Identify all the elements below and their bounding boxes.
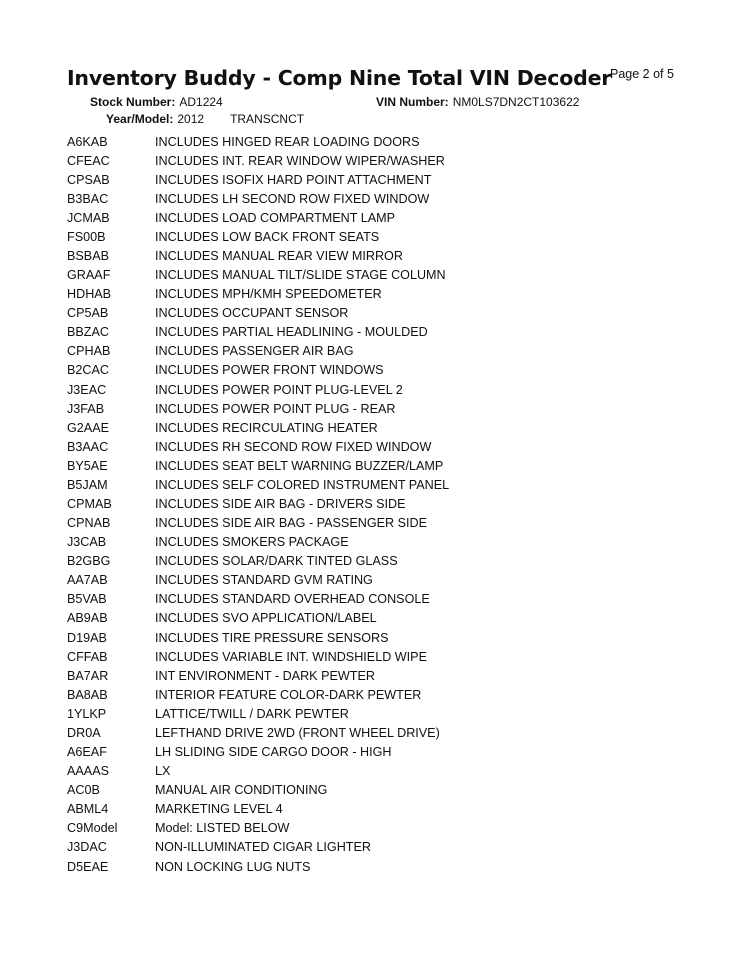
- option-code: CP5AB: [67, 306, 109, 321]
- option-description: LEFTHAND DRIVE 2WD (FRONT WHEEL DRIVE): [155, 725, 440, 740]
- option-description: INCLUDES RECIRCULATING HEATER: [155, 420, 378, 435]
- vin-number-value: NM0LS7DN2CT103622: [452, 95, 580, 109]
- option-description: INCLUDES SEAT BELT WARNING BUZZER/LAMP: [155, 458, 444, 473]
- option-code: HDHAB: [67, 287, 112, 302]
- model-value: TRANSCNCT: [230, 112, 305, 126]
- option-code: BSBAB: [67, 249, 109, 263]
- option-description: INCLUDES PARTIAL HEADLINING - MOULDED: [155, 325, 428, 340]
- option-description: NON-ILLUMINATED CIGAR LIGHTER: [155, 840, 371, 855]
- year-value: 2012: [177, 112, 205, 126]
- option-description: INCLUDES RH SECOND ROW FIXED WINDOW: [155, 439, 432, 454]
- option-description: INCLUDES SMOKERS PACKAGE: [155, 535, 349, 550]
- option-description: INCLUDES LOAD COMPARTMENT LAMP: [155, 210, 396, 225]
- list-item: [67, 208, 707, 227]
- option-code: C9Model: [67, 821, 118, 836]
- list-item: [67, 514, 707, 533]
- option-description: INCLUDES HINGED REAR LOADING DOORS: [155, 134, 420, 149]
- option-code: B2GBG: [67, 554, 111, 569]
- option-description: INCLUDES LOW BACK FRONT SEATS: [155, 229, 380, 244]
- option-code-list: [67, 132, 707, 876]
- option-code: 1YLKP: [67, 706, 107, 721]
- option-description: INCLUDES SOLAR/DARK TINTED GLASS: [155, 554, 398, 569]
- page-title: Inventory Buddy - Comp Nine Total VIN Decoder: [67, 66, 612, 90]
- option-code: B3AAC: [67, 439, 109, 454]
- option-code: G2AAE: [67, 420, 109, 435]
- list-item: [67, 418, 707, 437]
- list-item: [67, 189, 707, 208]
- list-item: [67, 380, 707, 399]
- stock-number: [90, 95, 223, 109]
- option-code: DR0A: [67, 725, 101, 740]
- list-item: [67, 494, 707, 513]
- option-description: INTERIOR FEATURE COLOR-DARK PEWTER: [155, 687, 422, 702]
- list-item: [67, 762, 707, 781]
- option-description: INCLUDES ISOFIX HARD POINT ATTACHMENT: [155, 172, 432, 187]
- option-code: CFFAB: [67, 649, 108, 664]
- option-code: FS00B: [67, 229, 106, 244]
- option-code: B2CAC: [67, 363, 109, 378]
- list-item: [67, 552, 707, 571]
- list-item: [67, 132, 707, 151]
- list-item: [67, 571, 707, 590]
- list-item: [67, 323, 707, 342]
- option-code: ABML4: [67, 802, 109, 817]
- option-code: B5VAB: [67, 592, 107, 607]
- option-description: INCLUDES INT. REAR WINDOW WIPER/WASHER: [155, 153, 445, 168]
- option-code: BBZAC: [67, 325, 109, 340]
- option-code: AC0B: [67, 783, 100, 798]
- list-item: [67, 704, 707, 723]
- option-description: MARKETING LEVEL 4: [155, 802, 283, 817]
- option-description: MANUAL AIR CONDITIONING: [155, 783, 328, 798]
- list-item: [67, 342, 707, 361]
- option-description: INT ENVIRONMENT - DARK PEWTER: [155, 668, 375, 683]
- vin-number: [376, 95, 579, 109]
- list-item: [67, 819, 707, 838]
- option-description: INCLUDES SIDE AIR BAG - DRIVERS SIDE: [155, 497, 406, 512]
- option-description: INCLUDES MPH/KMH SPEEDOMETER: [155, 287, 382, 302]
- option-code: B3BAC: [67, 191, 109, 206]
- option-description: INCLUDES MANUAL TILT/SLIDE STAGE COLUMN: [155, 268, 446, 283]
- list-item: [67, 399, 707, 418]
- option-code: A6EAF: [67, 745, 107, 760]
- list-item: [67, 723, 707, 742]
- option-description: INCLUDES SVO APPLICATION/LABEL: [155, 611, 377, 626]
- option-description: INCLUDES SIDE AIR BAG - PASSENGER SIDE: [155, 516, 428, 531]
- option-code: CPSAB: [67, 172, 110, 187]
- option-description: INCLUDES POWER FRONT WINDOWS: [155, 363, 384, 378]
- option-code: D19AB: [67, 630, 107, 645]
- page-number: Page 2 of 5: [610, 67, 674, 81]
- option-description: INCLUDES STANDARD OVERHEAD CONSOLE: [155, 592, 430, 607]
- list-item: [67, 475, 707, 494]
- stock-number-value: AD1224: [179, 95, 223, 109]
- option-code: B5JAM: [67, 477, 108, 492]
- year-model-label: Year/Model:: [106, 112, 174, 126]
- option-code: D5EAE: [67, 859, 109, 874]
- list-item: [67, 685, 707, 704]
- option-code: BA7AR: [67, 668, 109, 683]
- option-code: GRAAF: [67, 268, 111, 283]
- option-code: J3DAC: [67, 840, 107, 855]
- option-code: J3FAB: [67, 401, 105, 416]
- option-description: Model: LISTED BELOW: [155, 821, 290, 836]
- list-item: [67, 838, 707, 857]
- option-code: CPHAB: [67, 344, 111, 359]
- option-code: J3EAC: [67, 382, 107, 397]
- list-item: [67, 800, 707, 819]
- option-description: LATTICE/TWILL / DARK PEWTER: [155, 706, 349, 721]
- list-item: [67, 666, 707, 685]
- option-code: CFEAC: [67, 153, 110, 168]
- option-description: INCLUDES STANDARD GVM RATING: [155, 573, 373, 588]
- list-item: [67, 266, 707, 285]
- list-item: [67, 304, 707, 323]
- option-description: INCLUDES LH SECOND ROW FIXED WINDOW: [155, 191, 430, 206]
- option-code: AB9AB: [67, 611, 108, 626]
- year-model: [106, 112, 304, 126]
- option-description: LH SLIDING SIDE CARGO DOOR - HIGH: [155, 745, 392, 760]
- list-item: [67, 781, 707, 800]
- option-description: INCLUDES MANUAL REAR VIEW MIRROR: [155, 249, 403, 263]
- option-description: INCLUDES OCCUPANT SENSOR: [155, 306, 349, 321]
- list-item: [67, 647, 707, 666]
- option-code: BA8AB: [67, 687, 108, 702]
- list-item: [67, 590, 707, 609]
- option-description: NON LOCKING LUG NUTS: [155, 859, 311, 874]
- stock-number-label: Stock Number:: [90, 95, 176, 109]
- option-description: INCLUDES PASSENGER AIR BAG: [155, 344, 354, 359]
- option-description: LX: [155, 764, 171, 779]
- vin-number-label: VIN Number:: [376, 95, 449, 109]
- option-description: INCLUDES SELF COLORED INSTRUMENT PANEL: [155, 477, 450, 492]
- option-description: INCLUDES VARIABLE INT. WINDSHIELD WIPE: [155, 649, 427, 664]
- option-code: JCMAB: [67, 210, 110, 225]
- list-item: [67, 628, 707, 647]
- option-code: CPNAB: [67, 516, 111, 531]
- option-description: INCLUDES TIRE PRESSURE SENSORS: [155, 630, 389, 645]
- list-item: [67, 743, 707, 762]
- list-item: [67, 285, 707, 304]
- option-description: INCLUDES POWER POINT PLUG-LEVEL 2: [155, 382, 403, 397]
- list-item: [67, 609, 707, 628]
- list-item: [67, 151, 707, 170]
- list-item: [67, 456, 707, 475]
- list-item: [67, 437, 707, 456]
- option-code: A6KAB: [67, 134, 108, 149]
- list-item: [67, 361, 707, 380]
- option-code: J3CAB: [67, 535, 107, 550]
- option-code: AA7AB: [67, 573, 108, 588]
- list-item: [67, 227, 707, 246]
- option-code: AAAAS: [67, 764, 109, 779]
- option-description: INCLUDES POWER POINT PLUG - REAR: [155, 401, 396, 416]
- list-item: [67, 533, 707, 552]
- option-code: CPMAB: [67, 497, 112, 512]
- option-code: BY5AE: [67, 458, 108, 473]
- list-item: [67, 857, 707, 876]
- list-item: [67, 170, 707, 189]
- list-item: [67, 246, 707, 265]
